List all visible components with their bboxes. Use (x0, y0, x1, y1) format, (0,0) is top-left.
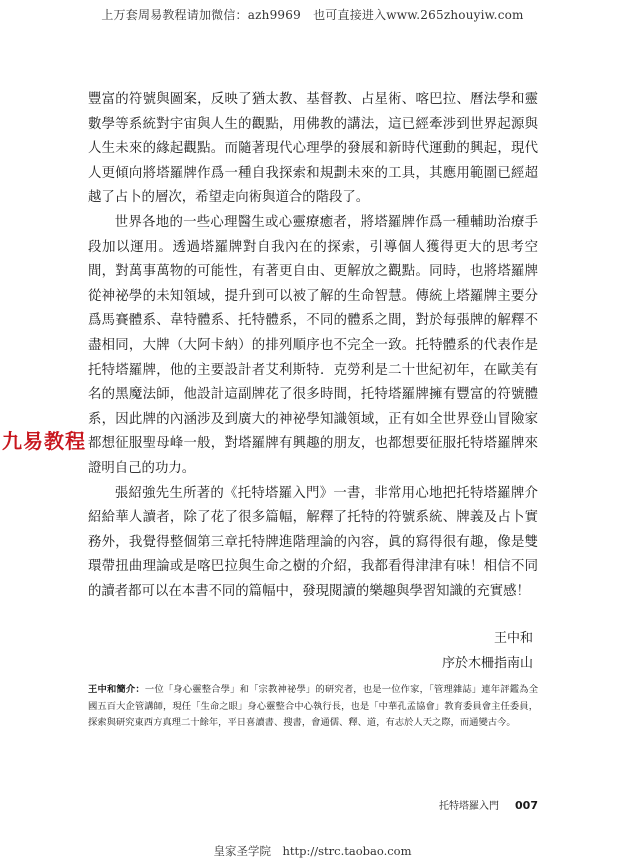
bio-label: 王中和簡介： (88, 684, 145, 695)
paragraph-2: 世界各地的一些心理醫生或心靈療癒者，將塔羅牌作爲一種輔助治療手段加以運用。透過塔羅牌對自我內在的探索，引導個人獲得更大的思考空間，對萬事萬物的可能性，有著更自由、更解放之觀點。同時，也將塔羅牌從神祕學的未知領域，提升到可以被了解的生命智慧。傳統上塔羅牌主要分爲馬賽體系、韋特體系、托特體系，不同的體系之間，對於每張牌的解釋不盡相同，大牌（大阿卡納）的排列順序也不完全一致。托特體系的代表作是托特塔羅牌，他的主要設計者艾利斯特．克勞利是二十世紀初年，在歐美有名的黑魔法師，他設計這副牌花了很多時間，托特塔羅牌擁有豐富的符號體系，因此牌的內涵涉及到廣大的神祕學知識領域，正有如全世界登山冒險家都想征服聖母峰一般，對塔羅牌有興趣的朋友，也都想要征服托特塔羅牌來證明自己的功力。 (88, 214, 538, 476)
signature-name: 王中和 (493, 631, 533, 646)
watermark-label: 九易教程 (2, 429, 86, 453)
page-footer (88, 797, 538, 812)
footer-book-title: 托特塔羅入門 (439, 801, 500, 812)
author-bio (88, 682, 538, 732)
paragraph-1: 豐富的符號與圖案，反映了猶太教、基督教、占星術、喀巴拉、曆法學和靈數學等系統對宇宙與人生的觀點，用佛教的講法，這已經牽涉到世界起源與人生未來的緣起觀點。而隨著現代心理學的發展和新時代運動的興起，現代人更傾向將塔羅牌作爲一種自我探索和規劃未來的工具，其應用範圍已經超越了占卜的層次，希望走向術與道合的階段了。 (88, 92, 538, 206)
signature-place: 序於木柵指南山 (441, 656, 533, 671)
preface-body (88, 88, 538, 604)
bottom-banner: 皇家圣学院 http://strc.taobao.com (213, 844, 412, 858)
page-number: 007 (515, 799, 538, 812)
top-banner: 上万套周易教程请加微信：azh9969 也可直接进入www.265zhouyiw.com (101, 8, 524, 22)
paragraph-3: 張紹強先生所著的《托特塔羅入門》一書，非常用心地把托特塔羅牌介紹給華人讀者，除了花了很多篇幅，解釋了托特的符號系統、牌義及占卜實務外，我覺得整個第三章托特牌進階理論的內容，眞的寫得很有趣，像是雙環帶扭曲理論或是喀巴拉與生命之樹的介紹，我都看得津津有味！相信不同的讀者都可以在本書不同的篇幅中，發現閱讀的樂趣與學習知識的充實感！ (88, 485, 538, 599)
bio-text: 一位「身心靈整合學」和「宗教神祕學」的研究者，也是一位作家，「管理雜誌」連年評鑑為全國五百大企管講師，現任「生命之眼」身心靈整合中心執行長，也是「中華孔孟協會」教育委員會主任委員，探索與研究東西方真理二十餘年，平日喜讀書、搜書，會通儒、釋、道，有志於人天之際，而通變古今。 (88, 684, 538, 728)
